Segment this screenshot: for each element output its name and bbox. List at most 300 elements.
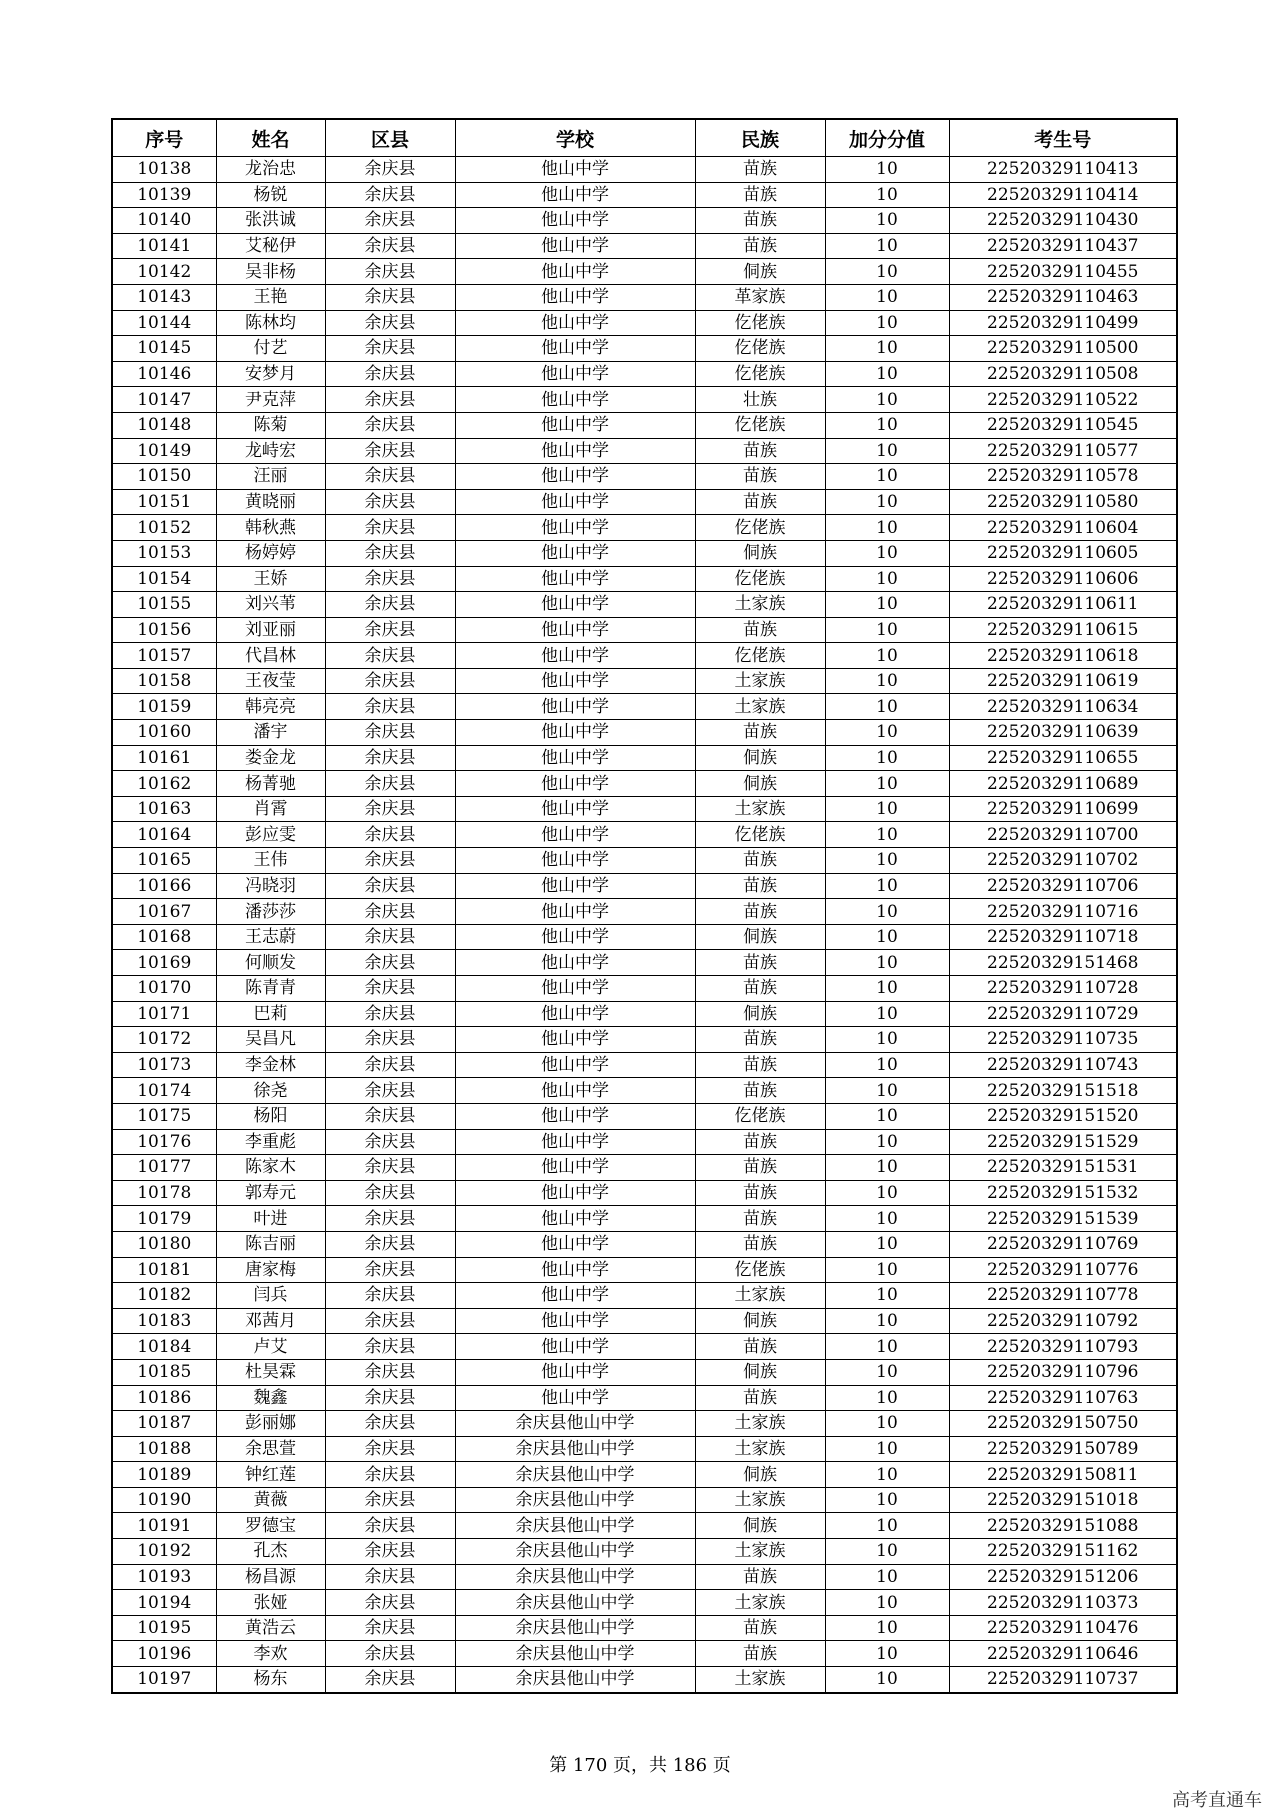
cell-name: 黄浩云	[216, 1615, 325, 1641]
table-row	[112, 1103, 1177, 1129]
table-row	[112, 1027, 1177, 1053]
cell-exam-number: 22520329110455	[949, 259, 1177, 285]
table-row	[112, 1513, 1177, 1539]
cell-county: 余庆县	[325, 387, 455, 413]
cell-school: 他山中学	[455, 694, 695, 720]
cell-name: 杨菁驰	[216, 771, 325, 797]
table-row	[112, 1462, 1177, 1488]
cell-exam-number: 22520329110508	[949, 361, 1177, 387]
cell-county: 余庆县	[325, 1001, 455, 1027]
cell-name: 龙峙宏	[216, 438, 325, 464]
cell-bonus-points: 10	[825, 950, 949, 976]
cell-bonus-points: 10	[825, 1129, 949, 1155]
cell-index: 10160	[112, 720, 216, 746]
watermark-text: 高考直通车	[1172, 1790, 1262, 1811]
cell-index: 10172	[112, 1027, 216, 1053]
cell-exam-number: 22520329110615	[949, 617, 1177, 643]
header-exam-number: 考生号	[949, 119, 1177, 157]
table-row	[112, 233, 1177, 259]
cell-exam-number: 22520329110793	[949, 1334, 1177, 1360]
header-county: 区县	[325, 119, 455, 157]
table-row	[112, 489, 1177, 515]
table-header-row	[112, 119, 1177, 157]
cell-name: 杨婷婷	[216, 540, 325, 566]
cell-ethnicity: 苗族	[695, 1564, 825, 1590]
cell-ethnicity: 土家族	[695, 1487, 825, 1513]
cell-exam-number: 22520329110700	[949, 822, 1177, 848]
cell-ethnicity: 土家族	[695, 1436, 825, 1462]
cell-index: 10158	[112, 668, 216, 694]
cell-exam-number: 22520329110743	[949, 1052, 1177, 1078]
cell-exam-number: 22520329150789	[949, 1436, 1177, 1462]
table-row	[112, 1667, 1177, 1693]
header-index: 序号	[112, 119, 216, 157]
cell-school: 他山中学	[455, 182, 695, 208]
cell-exam-number: 22520329110729	[949, 1001, 1177, 1027]
cell-exam-number: 22520329110414	[949, 182, 1177, 208]
cell-index: 10188	[112, 1436, 216, 1462]
cell-index: 10192	[112, 1539, 216, 1565]
cell-ethnicity: 仡佬族	[695, 643, 825, 669]
cell-ethnicity: 苗族	[695, 438, 825, 464]
cell-ethnicity: 苗族	[695, 848, 825, 874]
cell-county: 余庆县	[325, 822, 455, 848]
cell-school: 他山中学	[455, 1385, 695, 1411]
cell-exam-number: 22520329110413	[949, 157, 1177, 183]
table-row	[112, 1487, 1177, 1513]
cell-index: 10150	[112, 464, 216, 490]
cell-school: 他山中学	[455, 208, 695, 234]
cell-exam-number: 22520329151520	[949, 1103, 1177, 1129]
cell-name: 冯晓羽	[216, 873, 325, 899]
cell-exam-number: 22520329110578	[949, 464, 1177, 490]
cell-name: 杨昌源	[216, 1564, 325, 1590]
cell-name: 王娇	[216, 566, 325, 592]
cell-school: 他山中学	[455, 259, 695, 285]
cell-school: 余庆县他山中学	[455, 1513, 695, 1539]
cell-ethnicity: 苗族	[695, 899, 825, 925]
cell-bonus-points: 10	[825, 1590, 949, 1616]
cell-index: 10156	[112, 617, 216, 643]
cell-exam-number: 22520329110702	[949, 848, 1177, 874]
cell-school: 他山中学	[455, 412, 695, 438]
cell-index: 10145	[112, 336, 216, 362]
cell-school: 他山中学	[455, 1078, 695, 1104]
cell-bonus-points: 10	[825, 233, 949, 259]
cell-index: 10175	[112, 1103, 216, 1129]
cell-ethnicity: 仡佬族	[695, 310, 825, 336]
cell-school: 余庆县他山中学	[455, 1590, 695, 1616]
cell-name: 尹克萍	[216, 387, 325, 413]
cell-name: 徐尧	[216, 1078, 325, 1104]
table-row	[112, 1564, 1177, 1590]
cell-index: 10168	[112, 924, 216, 950]
cell-exam-number: 22520329110706	[949, 873, 1177, 899]
cell-exam-number: 22520329110718	[949, 924, 1177, 950]
cell-ethnicity: 苗族	[695, 1206, 825, 1232]
cell-index: 10197	[112, 1667, 216, 1693]
cell-school: 他山中学	[455, 157, 695, 183]
cell-name: 潘宇	[216, 720, 325, 746]
cell-school: 他山中学	[455, 1257, 695, 1283]
cell-ethnicity: 侗族	[695, 1359, 825, 1385]
cell-bonus-points: 10	[825, 259, 949, 285]
cell-ethnicity: 土家族	[695, 1283, 825, 1309]
cell-school: 他山中学	[455, 464, 695, 490]
cell-exam-number: 22520329110430	[949, 208, 1177, 234]
cell-index: 10154	[112, 566, 216, 592]
cell-county: 余庆县	[325, 464, 455, 490]
cell-index: 10186	[112, 1385, 216, 1411]
cell-ethnicity: 苗族	[695, 182, 825, 208]
cell-exam-number: 22520329151529	[949, 1129, 1177, 1155]
cell-county: 余庆县	[325, 336, 455, 362]
cell-county: 余庆县	[325, 617, 455, 643]
cell-county: 余庆县	[325, 1129, 455, 1155]
table-row	[112, 924, 1177, 950]
cell-county: 余庆县	[325, 668, 455, 694]
cell-ethnicity: 苗族	[695, 976, 825, 1002]
cell-name: 何顺发	[216, 950, 325, 976]
table-row	[112, 822, 1177, 848]
cell-county: 余庆县	[325, 1052, 455, 1078]
cell-school: 余庆县他山中学	[455, 1539, 695, 1565]
cell-county: 余庆县	[325, 976, 455, 1002]
cell-school: 他山中学	[455, 284, 695, 310]
table-row	[112, 668, 1177, 694]
cell-bonus-points: 10	[825, 387, 949, 413]
cell-name: 陈家木	[216, 1155, 325, 1181]
cell-index: 10167	[112, 899, 216, 925]
cell-name: 刘兴苇	[216, 592, 325, 618]
cell-bonus-points: 10	[825, 1615, 949, 1641]
cell-ethnicity: 苗族	[695, 208, 825, 234]
cell-bonus-points: 10	[825, 515, 949, 541]
cell-ethnicity: 侗族	[695, 1462, 825, 1488]
cell-exam-number: 22520329110545	[949, 412, 1177, 438]
table-row	[112, 1615, 1177, 1641]
cell-exam-number: 22520329110737	[949, 1667, 1177, 1693]
table-row	[112, 1436, 1177, 1462]
cell-bonus-points: 10	[825, 1308, 949, 1334]
cell-ethnicity: 仡佬族	[695, 515, 825, 541]
table-row	[112, 1283, 1177, 1309]
cell-bonus-points: 10	[825, 1001, 949, 1027]
cell-school: 他山中学	[455, 1206, 695, 1232]
cell-bonus-points: 10	[825, 694, 949, 720]
cell-exam-number: 22520329151539	[949, 1206, 1177, 1232]
cell-name: 龙治忠	[216, 157, 325, 183]
cell-ethnicity: 侗族	[695, 745, 825, 771]
cell-index: 10170	[112, 976, 216, 1002]
cell-bonus-points: 10	[825, 1231, 949, 1257]
cell-ethnicity: 苗族	[695, 1027, 825, 1053]
cell-index: 10149	[112, 438, 216, 464]
table-row	[112, 643, 1177, 669]
cell-school: 他山中学	[455, 720, 695, 746]
cell-ethnicity: 革家族	[695, 284, 825, 310]
cell-exam-number: 22520329110699	[949, 796, 1177, 822]
cell-school: 余庆县他山中学	[455, 1564, 695, 1590]
table-body	[112, 157, 1177, 1693]
cell-ethnicity: 苗族	[695, 233, 825, 259]
cell-school: 他山中学	[455, 387, 695, 413]
cell-county: 余庆县	[325, 1641, 455, 1667]
cell-bonus-points: 10	[825, 1206, 949, 1232]
cell-ethnicity: 土家族	[695, 592, 825, 618]
cell-name: 巴莉	[216, 1001, 325, 1027]
cell-index: 10196	[112, 1641, 216, 1667]
cell-index: 10183	[112, 1308, 216, 1334]
cell-county: 余庆县	[325, 771, 455, 797]
cell-name: 李重彪	[216, 1129, 325, 1155]
cell-county: 余庆县	[325, 694, 455, 720]
cell-index: 10181	[112, 1257, 216, 1283]
cell-index: 10180	[112, 1231, 216, 1257]
cell-bonus-points: 10	[825, 796, 949, 822]
cell-name: 陈林均	[216, 310, 325, 336]
cell-bonus-points: 10	[825, 1257, 949, 1283]
cell-name: 王伟	[216, 848, 325, 874]
cell-county: 余庆县	[325, 899, 455, 925]
cell-name: 肖霄	[216, 796, 325, 822]
cell-school: 他山中学	[455, 515, 695, 541]
cell-ethnicity: 苗族	[695, 950, 825, 976]
cell-index: 10187	[112, 1411, 216, 1437]
cell-ethnicity: 土家族	[695, 1411, 825, 1437]
cell-school: 他山中学	[455, 1027, 695, 1053]
table-row	[112, 182, 1177, 208]
cell-school: 他山中学	[455, 1180, 695, 1206]
cell-county: 余庆县	[325, 1103, 455, 1129]
cell-exam-number: 22520329110476	[949, 1615, 1177, 1641]
cell-school: 他山中学	[455, 617, 695, 643]
cell-school: 他山中学	[455, 1103, 695, 1129]
cell-bonus-points: 10	[825, 1411, 949, 1437]
cell-exam-number: 22520329151532	[949, 1180, 1177, 1206]
cell-ethnicity: 土家族	[695, 1590, 825, 1616]
cell-exam-number: 22520329110373	[949, 1590, 1177, 1616]
cell-ethnicity: 苗族	[695, 873, 825, 899]
cell-index: 10162	[112, 771, 216, 797]
cell-name: 娄金龙	[216, 745, 325, 771]
cell-county: 余庆县	[325, 540, 455, 566]
cell-school: 他山中学	[455, 848, 695, 874]
cell-exam-number: 22520329110463	[949, 284, 1177, 310]
cell-exam-number: 22520329110763	[949, 1385, 1177, 1411]
cell-bonus-points: 10	[825, 208, 949, 234]
cell-exam-number: 22520329110619	[949, 668, 1177, 694]
cell-bonus-points: 10	[825, 976, 949, 1002]
cell-exam-number: 22520329110646	[949, 1641, 1177, 1667]
cell-county: 余庆县	[325, 1462, 455, 1488]
cell-school: 余庆县他山中学	[455, 1641, 695, 1667]
cell-name: 张娅	[216, 1590, 325, 1616]
cell-name: 杨锐	[216, 182, 325, 208]
cell-bonus-points: 10	[825, 1359, 949, 1385]
cell-index: 10152	[112, 515, 216, 541]
cell-exam-number: 22520329151468	[949, 950, 1177, 976]
cell-bonus-points: 10	[825, 745, 949, 771]
cell-index: 10141	[112, 233, 216, 259]
cell-index: 10195	[112, 1615, 216, 1641]
cell-ethnicity: 侗族	[695, 1513, 825, 1539]
cell-name: 黄晓丽	[216, 489, 325, 515]
cell-school: 他山中学	[455, 1359, 695, 1385]
table-row	[112, 771, 1177, 797]
table-row	[112, 464, 1177, 490]
cell-county: 余庆县	[325, 259, 455, 285]
table-row	[112, 387, 1177, 413]
table-row	[112, 899, 1177, 925]
cell-ethnicity: 侗族	[695, 259, 825, 285]
table-row	[112, 1180, 1177, 1206]
cell-bonus-points: 10	[825, 643, 949, 669]
cell-ethnicity: 侗族	[695, 924, 825, 950]
cell-ethnicity: 土家族	[695, 694, 825, 720]
cell-index: 10139	[112, 182, 216, 208]
cell-county: 余庆县	[325, 489, 455, 515]
cell-ethnicity: 苗族	[695, 617, 825, 643]
cell-exam-number: 22520329110499	[949, 310, 1177, 336]
cell-name: 韩秋燕	[216, 515, 325, 541]
cell-index: 10174	[112, 1078, 216, 1104]
cell-name: 魏鑫	[216, 1385, 325, 1411]
table-row	[112, 438, 1177, 464]
cell-name: 刘亚丽	[216, 617, 325, 643]
cell-county: 余庆县	[325, 924, 455, 950]
cell-index: 10147	[112, 387, 216, 413]
cell-ethnicity: 侗族	[695, 771, 825, 797]
cell-county: 余庆县	[325, 1615, 455, 1641]
cell-bonus-points: 10	[825, 1027, 949, 1053]
table-row	[112, 1641, 1177, 1667]
cell-school: 余庆县他山中学	[455, 1411, 695, 1437]
cell-name: 潘莎莎	[216, 899, 325, 925]
cell-county: 余庆县	[325, 796, 455, 822]
cell-county: 余庆县	[325, 361, 455, 387]
cell-index: 10157	[112, 643, 216, 669]
cell-county: 余庆县	[325, 1590, 455, 1616]
cell-county: 余庆县	[325, 848, 455, 874]
cell-name: 唐家梅	[216, 1257, 325, 1283]
cell-school: 他山中学	[455, 1052, 695, 1078]
cell-school: 他山中学	[455, 1308, 695, 1334]
table-row	[112, 694, 1177, 720]
cell-ethnicity: 苗族	[695, 1615, 825, 1641]
cell-bonus-points: 10	[825, 284, 949, 310]
table-row	[112, 1334, 1177, 1360]
cell-name: 艾秘伊	[216, 233, 325, 259]
cell-county: 余庆县	[325, 873, 455, 899]
cell-index: 10148	[112, 412, 216, 438]
cell-name: 李金林	[216, 1052, 325, 1078]
cell-bonus-points: 10	[825, 1436, 949, 1462]
cell-index: 10190	[112, 1487, 216, 1513]
cell-county: 余庆县	[325, 157, 455, 183]
cell-school: 他山中学	[455, 310, 695, 336]
table-row	[112, 1539, 1177, 1565]
cell-bonus-points: 10	[825, 1487, 949, 1513]
cell-ethnicity: 侗族	[695, 540, 825, 566]
cell-ethnicity: 苗族	[695, 1641, 825, 1667]
cell-index: 10169	[112, 950, 216, 976]
cell-ethnicity: 苗族	[695, 489, 825, 515]
cell-index: 10182	[112, 1283, 216, 1309]
cell-exam-number: 22520329110604	[949, 515, 1177, 541]
cell-county: 余庆县	[325, 1206, 455, 1232]
cell-exam-number: 22520329151531	[949, 1155, 1177, 1181]
cell-school: 他山中学	[455, 668, 695, 694]
cell-name: 陈青青	[216, 976, 325, 1002]
cell-school: 他山中学	[455, 950, 695, 976]
cell-index: 10179	[112, 1206, 216, 1232]
cell-exam-number: 22520329110605	[949, 540, 1177, 566]
cell-index: 10166	[112, 873, 216, 899]
cell-bonus-points: 10	[825, 1385, 949, 1411]
cell-index: 10140	[112, 208, 216, 234]
cell-ethnicity: 土家族	[695, 668, 825, 694]
header-ethnicity: 民族	[695, 119, 825, 157]
table-row	[112, 720, 1177, 746]
cell-ethnicity: 苗族	[695, 1385, 825, 1411]
cell-index: 10159	[112, 694, 216, 720]
cell-ethnicity: 土家族	[695, 796, 825, 822]
score-table	[111, 118, 1178, 1694]
cell-bonus-points: 10	[825, 1539, 949, 1565]
cell-bonus-points: 10	[825, 157, 949, 183]
cell-school: 他山中学	[455, 233, 695, 259]
cell-school: 余庆县他山中学	[455, 1615, 695, 1641]
cell-exam-number: 22520329110778	[949, 1283, 1177, 1309]
cell-bonus-points: 10	[825, 1283, 949, 1309]
cell-name: 彭丽娜	[216, 1411, 325, 1437]
cell-county: 余庆县	[325, 284, 455, 310]
cell-name: 钟红莲	[216, 1462, 325, 1488]
cell-school: 他山中学	[455, 361, 695, 387]
cell-index: 10142	[112, 259, 216, 285]
cell-county: 余庆县	[325, 310, 455, 336]
cell-name: 郭寿元	[216, 1180, 325, 1206]
table-row	[112, 157, 1177, 183]
cell-school: 他山中学	[455, 1334, 695, 1360]
cell-name: 杜昊霖	[216, 1359, 325, 1385]
cell-index: 10185	[112, 1359, 216, 1385]
cell-name: 罗德宝	[216, 1513, 325, 1539]
cell-exam-number: 22520329151206	[949, 1564, 1177, 1590]
cell-index: 10143	[112, 284, 216, 310]
cell-school: 他山中学	[455, 924, 695, 950]
table-row	[112, 1155, 1177, 1181]
table-row	[112, 1411, 1177, 1437]
cell-ethnicity: 苗族	[695, 1155, 825, 1181]
cell-bonus-points: 10	[825, 1334, 949, 1360]
cell-name: 孔杰	[216, 1539, 325, 1565]
cell-ethnicity: 苗族	[695, 720, 825, 746]
cell-index: 10144	[112, 310, 216, 336]
table-row	[112, 540, 1177, 566]
cell-bonus-points: 10	[825, 848, 949, 874]
cell-county: 余庆县	[325, 643, 455, 669]
table-row	[112, 259, 1177, 285]
cell-exam-number: 22520329110716	[949, 899, 1177, 925]
cell-school: 他山中学	[455, 643, 695, 669]
cell-exam-number: 22520329110634	[949, 694, 1177, 720]
cell-name: 陈吉丽	[216, 1231, 325, 1257]
cell-index: 10189	[112, 1462, 216, 1488]
cell-school: 他山中学	[455, 873, 695, 899]
cell-bonus-points: 10	[825, 668, 949, 694]
